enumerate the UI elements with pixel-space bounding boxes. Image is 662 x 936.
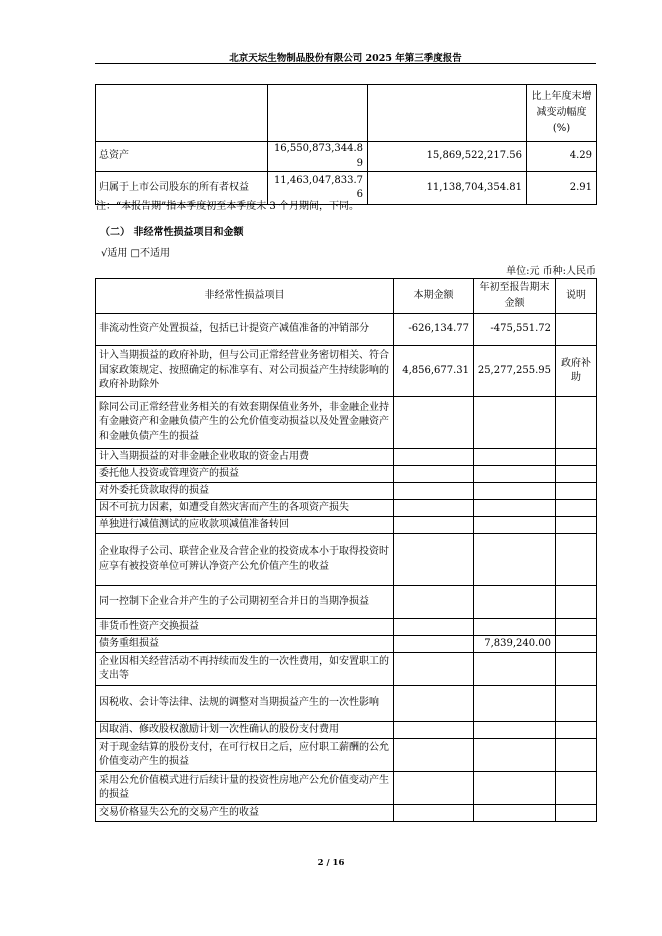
header-item: 非经常性损益项目: [96, 279, 394, 314]
remark: [556, 722, 597, 739]
ytd-amount: [474, 500, 556, 517]
item-cell: 对外委托贷款取得的损益: [96, 483, 394, 500]
row-label: 总资产: [96, 142, 268, 172]
remark: [556, 449, 597, 466]
item-cell: 同一控制下企业合并产生的子公司期初至合并日的当期净损益: [96, 586, 394, 619]
prior-value: 11,138,704,354.81: [368, 172, 527, 205]
item-cell: 非流动性资产处置损益，包括已计提资产减值准备的冲销部分: [96, 314, 394, 346]
table-row: [96, 722, 597, 739]
item-cell: 企业因相关经营活动不再持续而发生的一次性费用，如安置职工的支出等: [96, 653, 394, 686]
header-ytd: 年初至报告期末金额: [474, 279, 556, 314]
table-row: [96, 772, 597, 805]
table-row: [96, 142, 597, 172]
ytd-amount: -475,551.72: [474, 314, 556, 346]
header-cell: [268, 85, 368, 142]
current-amount: [394, 805, 474, 822]
table-row: [96, 483, 597, 500]
ytd-amount: [474, 619, 556, 636]
current-amount: [394, 636, 474, 653]
report-period-note: 注：“本报告期”指本季度初至本季度末 3 个月期间，下同。: [96, 201, 359, 212]
table-row: [96, 686, 597, 722]
current-amount: [394, 772, 474, 805]
ytd-amount: [474, 517, 556, 534]
remark: [556, 500, 597, 517]
current-amount: [394, 619, 474, 636]
table-header-row: [96, 279, 597, 314]
ytd-amount: [474, 739, 556, 772]
header-cell-change-rate: 比上年度末增减变动幅度(%): [527, 85, 597, 142]
current-amount: [394, 449, 474, 466]
header-cell: [368, 85, 527, 142]
ytd-amount: [474, 586, 556, 619]
ytd-amount: [474, 686, 556, 722]
current-amount: -626,134.77: [394, 314, 474, 346]
table-row: [96, 636, 597, 653]
header-current: 本期金额: [394, 279, 474, 314]
ytd-amount: [474, 449, 556, 466]
header-divider: [95, 63, 596, 64]
table-row: [96, 653, 597, 686]
current-amount: [394, 500, 474, 517]
table-row: [96, 739, 597, 772]
currency-unit: 单位:元 币种:人民币: [506, 266, 596, 277]
ytd-amount: [474, 534, 556, 586]
applicability-options: √适用 □不适用: [101, 248, 170, 259]
item-cell: 计入当期损益的对非金融企业收取的资金占用费: [96, 449, 394, 466]
current-amount: [394, 483, 474, 500]
current-amount: [394, 686, 474, 722]
change-rate: 4.29: [527, 142, 597, 172]
table-header-row: [96, 85, 597, 142]
item-cell: 计入当期损益的政府补助，但与公司正常经营业务密切相关、符合国家政策规定、按照确定的标准享有、对公司损益产生持续影响的政府补助除外: [96, 346, 394, 397]
remark: [556, 586, 597, 619]
item-cell: 因税收、会计等法律、法规的调整对当期损益产生的一次性影响: [96, 686, 394, 722]
header-cell: [96, 85, 268, 142]
item-cell: 因取消、修改股权激励计划一次性确认的股份支付费用: [96, 722, 394, 739]
prior-value: 15,869,522,217.56: [368, 142, 527, 172]
item-cell: 委托他人投资或管理资产的损益: [96, 466, 394, 483]
remark: [556, 686, 597, 722]
change-rate: 2.91: [527, 172, 597, 205]
current-amount: [394, 653, 474, 686]
item-cell: 单独进行减值测试的应收款项减值准备转回: [96, 517, 394, 534]
balance-summary-table: [95, 84, 597, 205]
row-label: 归属于上市公司股东的所有者权益: [96, 172, 268, 205]
remark: [556, 534, 597, 586]
current-value: 11,463,047,833.76: [268, 172, 368, 205]
table-row: [96, 500, 597, 517]
table-row: [96, 619, 597, 636]
ytd-amount: 7,839,240.00: [474, 636, 556, 653]
current-amount: [394, 517, 474, 534]
item-cell: 非货币性资产交换损益: [96, 619, 394, 636]
table-row: [96, 397, 597, 449]
current-amount: [394, 586, 474, 619]
current-amount: [394, 739, 474, 772]
item-cell: 因不可抗力因素，如遭受自然灾害而产生的各项资产损失: [96, 500, 394, 517]
remark: [556, 517, 597, 534]
current-amount: 4,856,677.31: [394, 346, 474, 397]
current-amount: [394, 534, 474, 586]
item-cell: 对于现金结算的股份支付，在可行权日之后，应付职工薪酬的公允价值变动产生的损益: [96, 739, 394, 772]
ytd-amount: [474, 483, 556, 500]
table-row: [96, 534, 597, 586]
remark: [556, 805, 597, 822]
item-cell: 交易价格显失公允的交易产生的收益: [96, 805, 394, 822]
item-cell: 债务重组损益: [96, 636, 394, 653]
ytd-amount: [474, 722, 556, 739]
non-recurring-gains-table: [95, 278, 597, 822]
table-row: [96, 449, 597, 466]
header-remark: 说明: [556, 279, 597, 314]
table-row: [96, 586, 597, 619]
item-cell: 除同公司正常经营业务相关的有效套期保值业务外，非金融企业持有金融资产和金融负债产生的公允价值变动损益以及处置金融资产和金融负债产生的损益: [96, 397, 394, 449]
ytd-amount: 25,277,255.95: [474, 346, 556, 397]
remark: [556, 739, 597, 772]
remark: [556, 314, 597, 346]
current-value: 16,550,873,344.89: [268, 142, 368, 172]
remark: [556, 636, 597, 653]
table-row: [96, 466, 597, 483]
table-row: [96, 314, 597, 346]
item-cell: 采用公允价值模式进行后续计量的投资性房地产公允价值变动产生的损益: [96, 772, 394, 805]
ytd-amount: [474, 397, 556, 449]
ytd-amount: [474, 805, 556, 822]
page-number: 2 / 16: [317, 858, 345, 868]
remark: 政府补助: [556, 346, 597, 397]
table-row: [96, 346, 597, 397]
table-row: [96, 517, 597, 534]
ytd-amount: [474, 653, 556, 686]
remark: [556, 397, 597, 449]
table-row: [96, 805, 597, 822]
remark: [556, 772, 597, 805]
remark: [556, 653, 597, 686]
current-amount: [394, 722, 474, 739]
remark: [556, 483, 597, 500]
ytd-amount: [474, 772, 556, 805]
item-cell: 企业取得子公司、联营企业及合营企业的投资成本小于取得投资时应享有被投资单位可辨认净资产公允价值产生的收益: [96, 534, 394, 586]
page-header-title: 北京天坛生物制品股份有限公司 2025 年第三季度报告: [229, 53, 462, 64]
remark: [556, 619, 597, 636]
current-amount: [394, 397, 474, 449]
current-amount: [394, 466, 474, 483]
remark: [556, 466, 597, 483]
section-title: （二） 非经常性损益项目和金额: [100, 227, 244, 238]
ytd-amount: [474, 466, 556, 483]
